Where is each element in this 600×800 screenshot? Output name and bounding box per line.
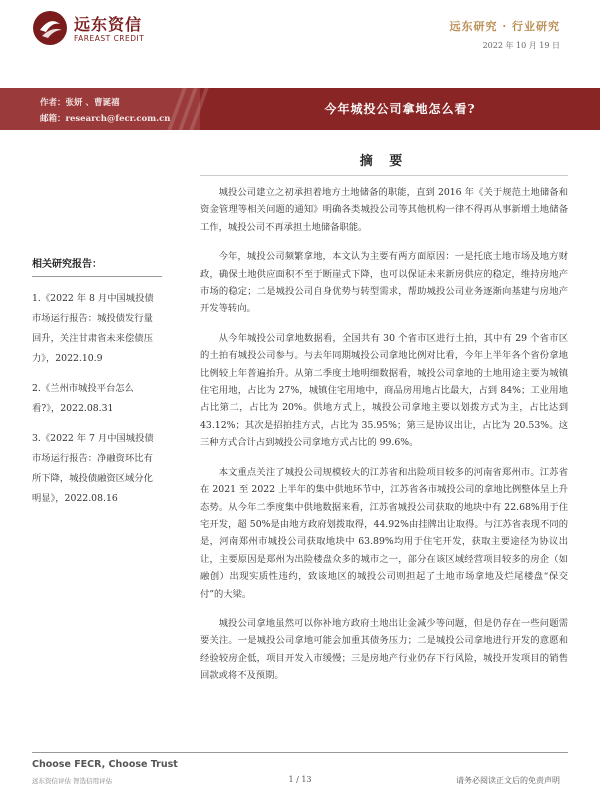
- logo-chinese-name: 远东资信: [74, 15, 143, 34]
- email-line[interactable]: 邮箱：research@fecr.com.cn: [40, 114, 171, 124]
- author-line: 作者：张妍 、曹诞禧: [40, 98, 120, 108]
- abstract-paragraph: 今年，城投公司频繁拿地，本文认为主要有两方面原因：一是托底土地市场及地方财政，确保土地供应面积不至于断崖式下降，也可以保证未来新房供应的稳定，维持房地产市场的稳定；二是城投公司自身优势与转型需求，帮助城投公司业务逐渐向基建与房地产开发等转向。: [200, 251, 568, 315]
- related-report-item[interactable]: 1.《2022 年 8 月中国城投债市场运行报告：城投债发行量回升，关注甘肃省未来偿债压力》，2022.10.9: [32, 293, 154, 364]
- related-reports-sidebar: [32, 255, 162, 519]
- abstract-section: [200, 150, 568, 697]
- related-reports-title: 相关研究报告：: [32, 255, 162, 277]
- title-banner: [0, 88, 600, 130]
- company-logo: [32, 10, 192, 48]
- abstract-paragraph: 本文重点关注了城投公司规模较大的江苏省和出险项目较多的河南省郑州市。江苏省在 2021 至 2022 上半年的集中供地环节中，江苏省各市城投公司的拿地比例整体呈上升态势。从今年二季度集中供地数据来看，江苏省城投公司获取的地块中有 22.68%用于住宅开发，超 50%是由地方政府划拨取得，44.92%由挂牌出让取得。与江苏省表现不同的是，河南郑州市城投公司获取地块中 63.89%均用于住宅开发，获取主要途径为协议出让，主要原因是郑州为出险楼盘众多的城市之一，部分在该区域经营项目较多的房企（如融创）出现实质性违约，致该地区的城投公司则担起了土地市场拿地及烂尾楼盘“保交付”的大梁。: [200, 466, 568, 600]
- disclaimer-note: 请务必阅读正文后的免责声明: [456, 776, 560, 785]
- abstract-paragraph: 从今年城投公司拿地数据看，全国共有 30 个省市区进行土拍，其中有 29 个省市区的土拍有城投公司参与。与去年同期城投公司拿地比例对比看，今年上半年各个省份拿地比例较上年普遍抬升。从第二季度土地明细数据看，城投公司拿地的土地用途主要为城镇住宅用地，占比为 27%，城镇住宅用地中，商品房用地占比最大，占到 84%；工业用地占比第二，占比为 20%。供地方式上，城投公司拿地主要以划拨方式为主，占比达到 43.12%；其次是招拍挂方式，占比为 35.95%；第三是协议出让，占比为 20.53%。这三种方式合计占到城投公司拿地方式占比的 99.6%。: [200, 332, 568, 449]
- footer-slogan-chinese: 远东资信评估 智选信用评估: [32, 777, 113, 785]
- page-number: 1 / 13: [288, 775, 312, 784]
- related-report-item[interactable]: 2.《兰州市城投平台怎么看?》，2022.08.31: [32, 383, 134, 414]
- logo-english-name: FAREAST CREDIT: [74, 34, 145, 43]
- footer-slogan-english: Choose FECR, Choose Trust: [32, 759, 178, 770]
- footer-divider: [32, 752, 568, 753]
- related-report-item[interactable]: 3.《2022 年 7 月中国城投债市场运行报告：净融资环比有所下降，城投债融资区域分化明显》，2022.08.16: [32, 433, 154, 504]
- report-date: 2022 年 10 月 19 日: [482, 41, 560, 50]
- report-title: 今年城投公司拿地怎么看?: [324, 102, 476, 116]
- abstract-title: 摘 要: [200, 150, 568, 176]
- abstract-paragraph: 城投公司拿地虽然可以你补地方政府土地出让金减少等问题，但是仍存在一些问题需要关注。一是城投公司拿地可能会加重其债务压力；二是城投公司拿地进行开发的意愿和经验较房企低，项目开发入市缓慢；三是房地产行业仍存下行风险，城投开发项目的销售回款或将不及预期。: [200, 617, 568, 682]
- logo-mark-icon: [32, 10, 68, 46]
- report-category: 远东研究 · 行业研究: [449, 20, 560, 33]
- abstract-paragraph: 城投公司建立之初承担着地方土地储备的职能，直到 2016 年《关于规范土地储备和资金管理等相关问题的通知》明确各类城投公司等其他机构一律不得再从事新增土地储备工作，城投公司不再承担土地储备职能。: [200, 187, 568, 233]
